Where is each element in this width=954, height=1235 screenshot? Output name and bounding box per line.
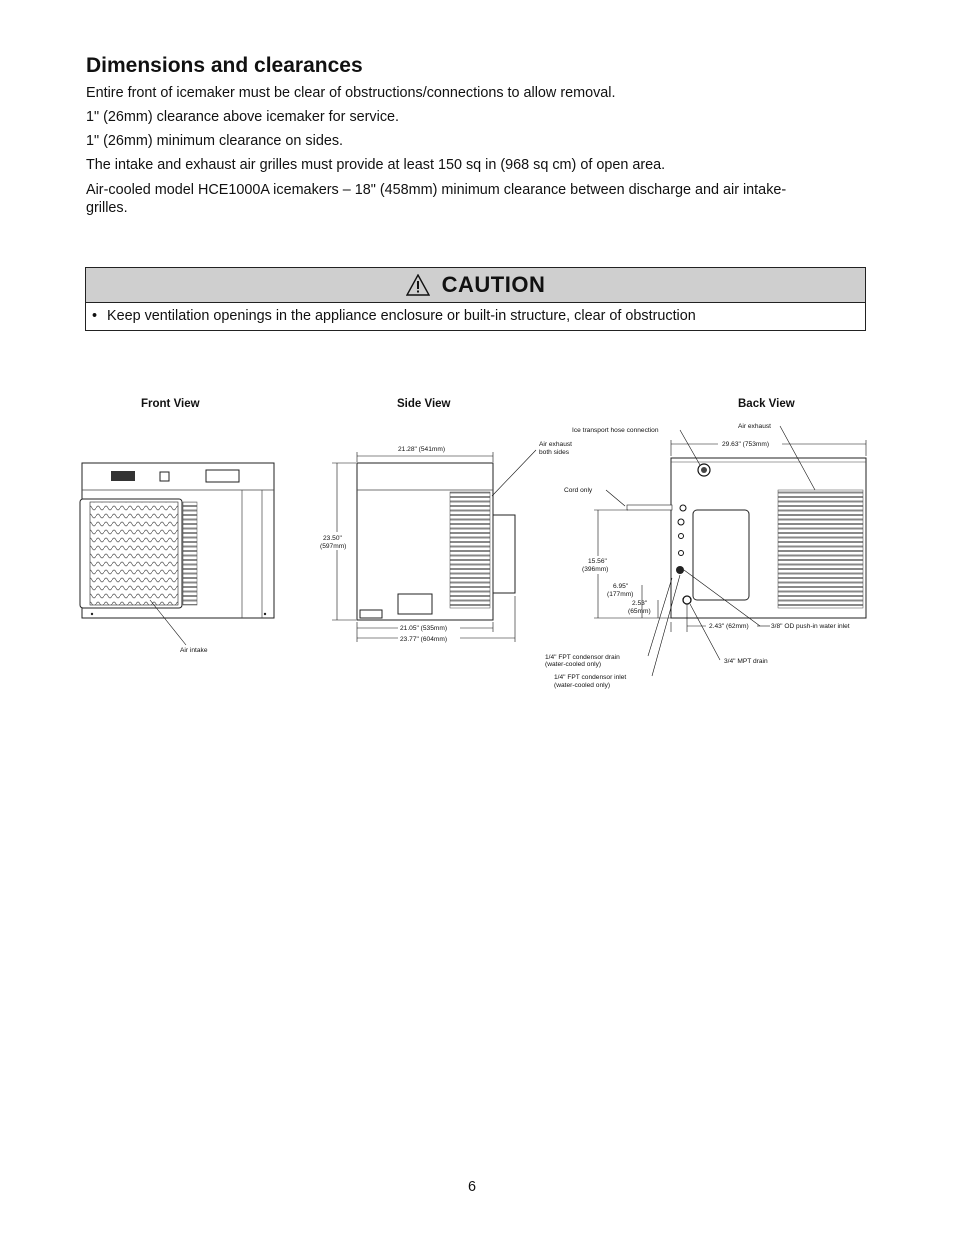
side-top-width-label: 21.28" (541mm): [398, 446, 446, 453]
bullet: •: [92, 308, 98, 324]
cord-only-label: Cord only: [564, 487, 593, 494]
caution-title: CAUTION: [441, 272, 546, 297]
caution-header: [86, 268, 865, 303]
height-1556-label-2: (396mm): [582, 566, 609, 573]
warning-triangle-icon: [406, 274, 430, 296]
back-view-drawing: [545, 423, 866, 689]
page-title: Dimensions and clearances: [86, 54, 363, 77]
drain-fitting: [683, 596, 691, 604]
condensor-drain-label: 1/4" FPT condensor drain: [545, 654, 620, 661]
mpt-drain-label: 3/4" MPT drain: [724, 658, 768, 665]
side-view-drawing: [318, 441, 572, 643]
paragraph-top-clearance: 1" (26mm) clearance above icemaker for service.: [86, 109, 400, 125]
height-253-label: 2.53": [632, 600, 648, 607]
height-695-label: 6.95": [613, 583, 629, 590]
paragraph-front-clearance: Entire front of icemaker must be clear of obstructions/connections to allow removal.: [86, 85, 616, 101]
page-number: 6: [468, 1179, 477, 1195]
water-inlet-label: 3/8" OD push-in water inlet: [771, 623, 850, 630]
control-panel: [206, 470, 239, 482]
brand-logo-plate: [111, 471, 135, 481]
back-access-panel: [693, 510, 749, 600]
paragraph-air-cooled: Air-cooled model HCE1000A icemakers – 18" (458mm) minimum clearance between discharge and air intake-grilles.: [86, 182, 787, 216]
side-depth-label-2: 23.77" (604mm): [400, 636, 448, 643]
front-intake-grille: [90, 502, 178, 605]
height-1556-label: 15.56": [588, 558, 607, 565]
back-exhaust-grille: [778, 490, 863, 608]
side-depth-label: 21.05" (535mm): [400, 625, 448, 632]
side-view-title: Side View: [397, 398, 451, 410]
side-air-exhaust-label-2: both sides: [539, 449, 570, 456]
paragraph-grille-area: The intake and exhaust air grilles must provide at least 150 sq in (968 sq cm) of open area.: [86, 157, 666, 173]
width-243-label: 2.43" (62mm): [709, 623, 749, 630]
side-height-label-2: (597mm): [320, 543, 347, 550]
side-height-label: 23.50": [323, 535, 342, 542]
back-view-title: Back View: [738, 398, 795, 410]
condensor-inlet-label-2: (water-cooled only): [554, 682, 611, 689]
side-air-exhaust-label: Air exhaust: [539, 441, 572, 448]
caution-item: [86, 303, 865, 324]
height-253-label-2: (65mm): [628, 608, 651, 615]
back-width-label: 29.63" (753mm): [722, 441, 770, 448]
ice-transport-label: Ice transport hose connection: [572, 427, 659, 434]
front-view-drawing: [80, 463, 274, 654]
condensor-inlet-label: 1/4" FPT condensor inlet: [554, 674, 627, 681]
side-label-plate: [398, 594, 432, 614]
dimension-diagram: [0, 380, 954, 700]
height-695-label-2: (177mm): [607, 591, 634, 598]
condensor-drain-label-2: (water-cooled only): [545, 661, 602, 668]
side-exhaust-grille: [450, 492, 490, 608]
caution-box: [85, 267, 866, 331]
condensor-inlet-fitting: [676, 566, 684, 574]
caution-item-text: Keep ventilation openings in the appliance enclosure or built-in structure, clear of obstruction: [107, 308, 696, 324]
air-intake-label: Air intake: [180, 647, 208, 654]
paragraph-side-clearance: 1" (26mm) minimum clearance on sides.: [86, 133, 344, 149]
back-air-exhaust-label: Air exhaust: [738, 423, 771, 430]
front-view-title: Front View: [141, 398, 200, 410]
